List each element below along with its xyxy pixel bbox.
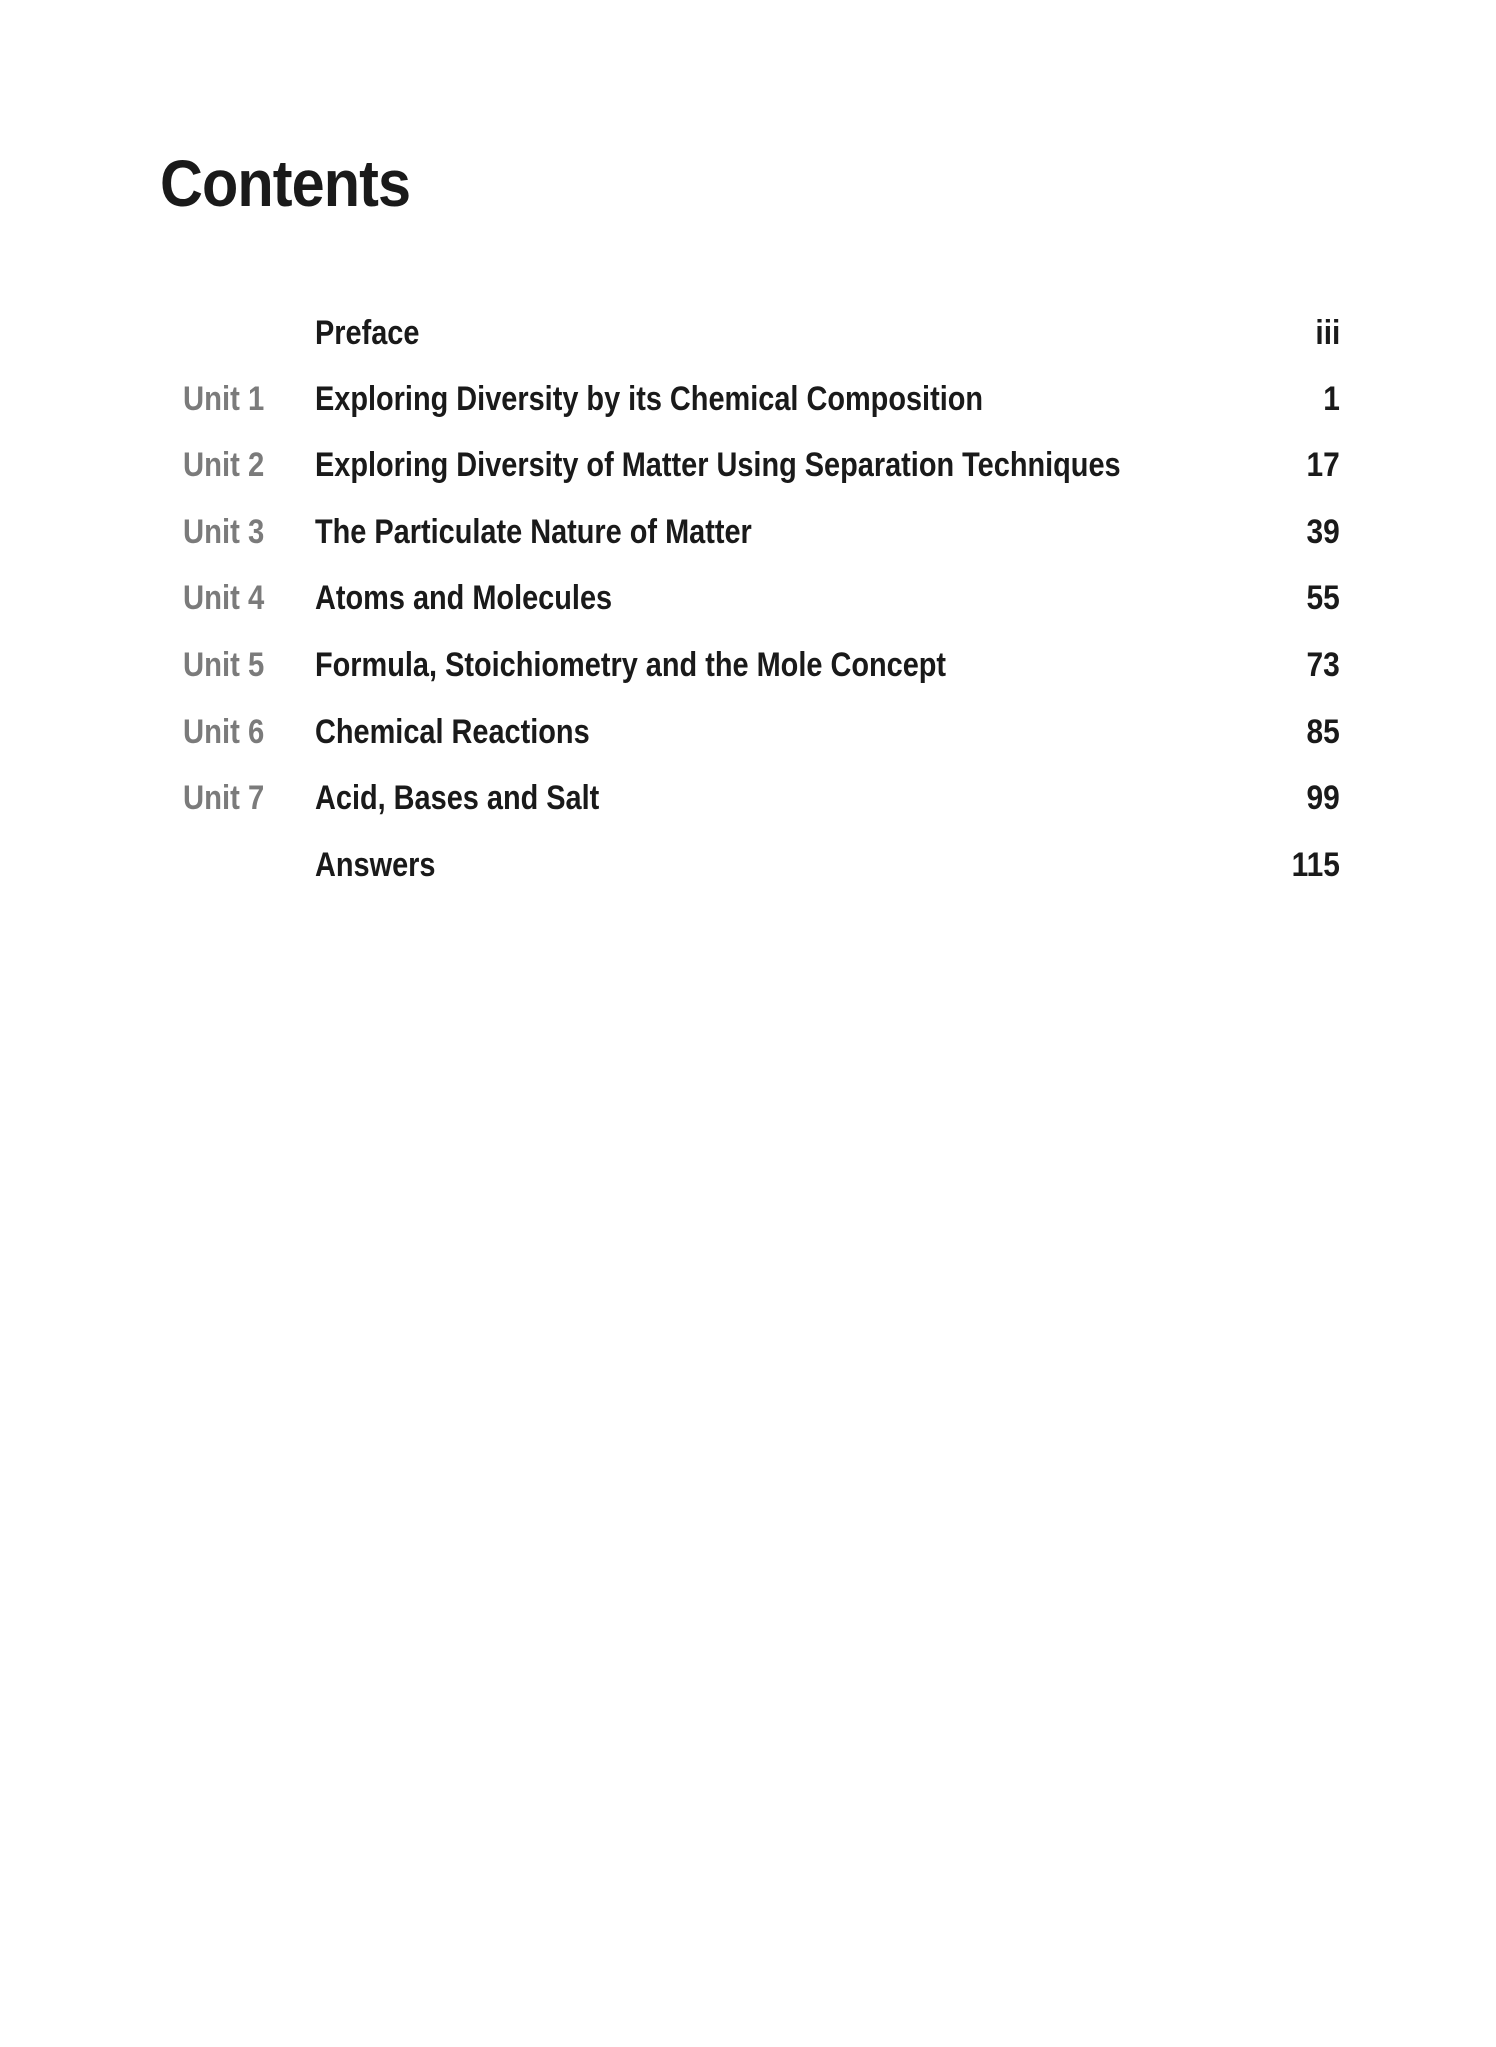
page-number: 115	[1291, 846, 1340, 884]
entry-title: Preface	[315, 314, 420, 352]
page-number: 55	[1306, 579, 1340, 617]
toc-entry-unit-1[interactable]	[0, 366, 1496, 416]
page-number: iii	[1315, 314, 1340, 352]
unit-label: Unit 4	[183, 579, 265, 617]
page-number: 1	[1323, 380, 1340, 418]
toc-entry-unit-3[interactable]	[0, 499, 1496, 549]
unit-label: Unit 6	[183, 713, 265, 751]
entry-title: Chemical Reactions	[315, 713, 590, 751]
unit-label: Unit 5	[183, 646, 265, 684]
toc-entry-unit-4[interactable]	[0, 565, 1496, 615]
toc-entry-unit-2[interactable]	[0, 432, 1496, 482]
toc-entry-unit-6[interactable]	[0, 699, 1496, 749]
toc-entry-unit-5[interactable]	[0, 632, 1496, 682]
page-number: 73	[1306, 646, 1340, 684]
page-number: 99	[1306, 779, 1340, 817]
page-title: Contents	[160, 146, 411, 220]
toc-entry-unit-7[interactable]	[0, 765, 1496, 815]
entry-title: Exploring Diversity by its Chemical Composition	[315, 380, 984, 418]
entry-title: Atoms and Molecules	[315, 579, 613, 617]
unit-label: Unit 2	[183, 446, 265, 484]
unit-label: Unit 3	[183, 513, 265, 551]
toc-entry-answers[interactable]	[0, 832, 1496, 882]
unit-label: Unit 1	[183, 380, 265, 418]
toc-entry-preface[interactable]	[0, 300, 1496, 350]
page-number: 39	[1306, 513, 1340, 551]
entry-title: Answers	[315, 846, 436, 884]
unit-label: Unit 7	[183, 779, 265, 817]
entry-title: Formula, Stoichiometry and the Mole Concept	[315, 646, 947, 684]
entry-title: Exploring Diversity of Matter Using Separation Techniques	[315, 446, 1121, 484]
entry-title: The Particulate Nature of Matter	[315, 513, 752, 551]
entry-title: Acid, Bases and Salt	[315, 779, 600, 817]
page-number: 85	[1306, 713, 1340, 751]
page-number: 17	[1306, 446, 1340, 484]
